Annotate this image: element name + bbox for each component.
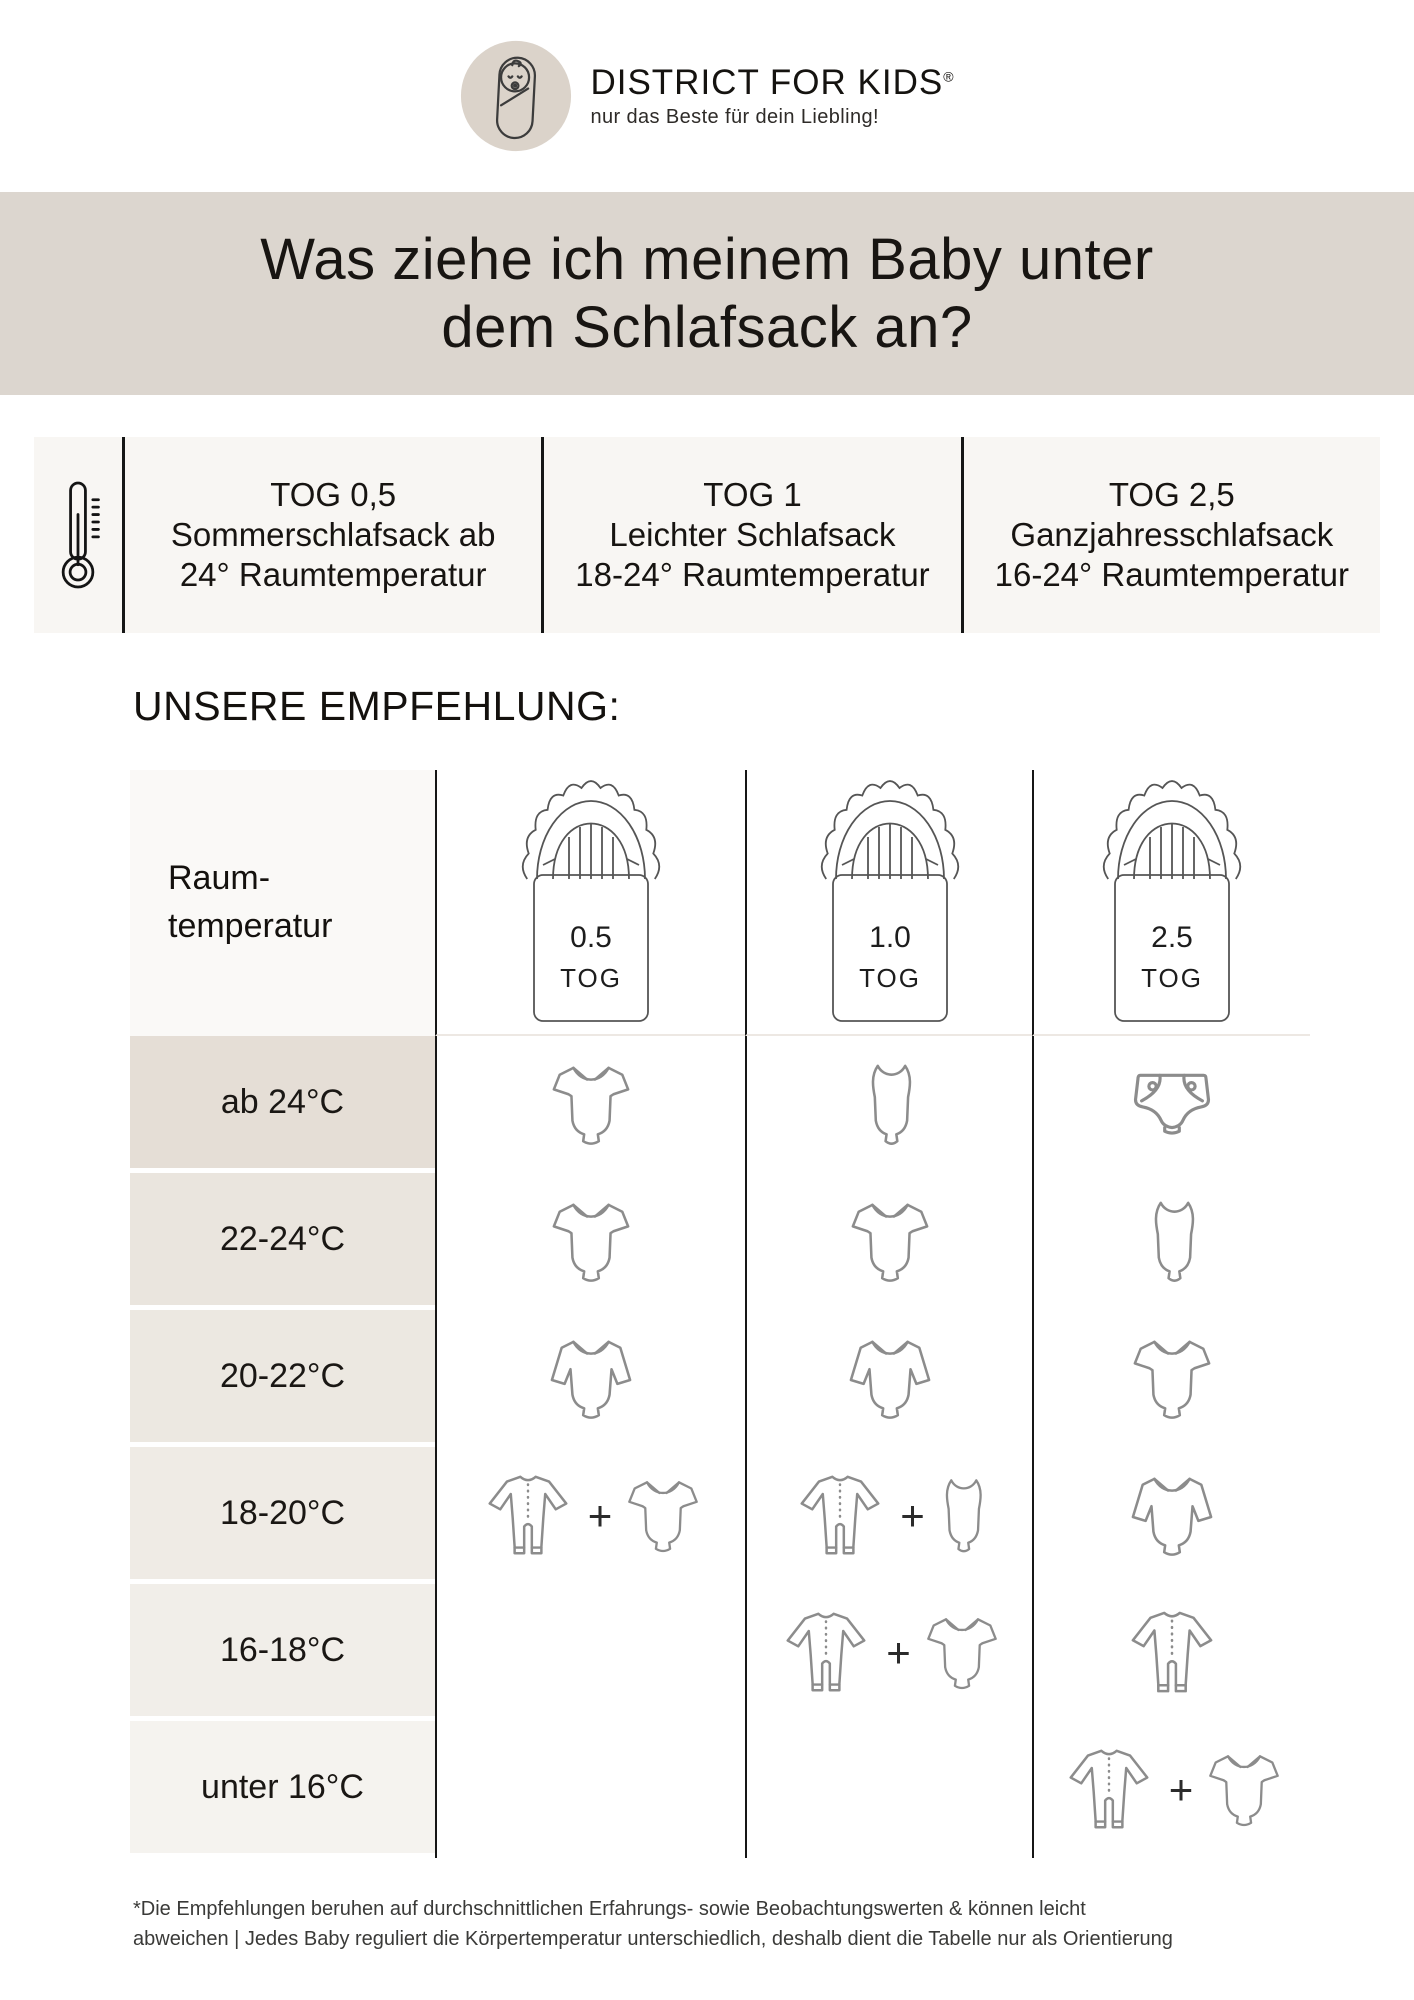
bodysuit-longsleeve-icon xyxy=(847,1334,933,1424)
sleeping-bag-icon xyxy=(517,775,665,1023)
row-label xyxy=(130,1584,435,1716)
row-label xyxy=(130,1310,435,1442)
table-header-row xyxy=(130,770,1310,1036)
tog-temperature-range: 16-24° Raumtemperatur xyxy=(994,556,1349,594)
sleeping-bag-header-2-5 xyxy=(1032,770,1310,1036)
thermometer-cell xyxy=(34,437,122,633)
table-cell xyxy=(1032,1036,1310,1173)
logo xyxy=(0,0,1414,152)
table-cell xyxy=(745,1310,1032,1447)
row-label-text: 20-22°C xyxy=(219,1356,346,1395)
sleepsuit-icon xyxy=(792,1472,888,1560)
table-cell xyxy=(1032,1584,1310,1721)
tog-value: TOG 0,5 xyxy=(270,475,397,513)
table-row xyxy=(130,1036,1310,1173)
logo-text xyxy=(590,63,953,129)
page-title-line2: dem Schlafsack an? xyxy=(441,294,973,360)
recommendation-heading: UNSERE EMPFEHLUNG: xyxy=(133,683,621,729)
footnote-line2: abweichen | Jedes Baby reguliert die Körpertemperatur unterschiedlich, deshalb dient die Tabelle nur als Orientierung xyxy=(133,1928,1173,1950)
row-label xyxy=(130,1173,435,1305)
plus-icon: + xyxy=(886,1628,911,1676)
bodysuit-sleeveless-icon xyxy=(862,1060,917,1150)
table-cell xyxy=(1032,1310,1310,1447)
diaper-icon xyxy=(1127,1069,1217,1140)
bodysuit-shortsleeve-icon xyxy=(1129,1334,1215,1424)
table-cell xyxy=(435,1584,745,1721)
table-row xyxy=(130,1721,1310,1858)
table-row xyxy=(130,1310,1310,1447)
bag-tog-unit: TOG xyxy=(1141,963,1203,993)
bodysuit-longsleeve-icon xyxy=(548,1334,634,1424)
tog-info-strip xyxy=(34,437,1380,633)
bodysuit-longsleeve-icon xyxy=(1129,1471,1215,1561)
bag-tog-value: 0.5 xyxy=(570,921,612,954)
table-cell xyxy=(435,1173,745,1310)
bodysuit-sleeveless-icon xyxy=(937,1475,987,1557)
table-cell xyxy=(745,1447,1032,1584)
page-title-line1: Was ziehe ich meinem Baby unter xyxy=(260,227,1154,293)
sleepsuit-icon xyxy=(1061,1746,1157,1834)
plus-icon: + xyxy=(1168,1765,1194,1813)
tog-temperature-range: 18-24° Raumtemperatur xyxy=(575,556,930,594)
table-cell xyxy=(1032,1721,1310,1858)
table-row xyxy=(130,1173,1310,1310)
room-temperature-header xyxy=(130,770,435,1036)
table-cell xyxy=(745,1173,1032,1310)
row-label-text: 22-24°C xyxy=(219,1219,346,1258)
swaddled-baby-logo-icon xyxy=(460,40,572,152)
table-cell xyxy=(435,1036,745,1173)
table-cell xyxy=(745,1584,1032,1721)
tog-value: TOG 2,5 xyxy=(1108,475,1235,513)
bag-tog-unit: TOG xyxy=(560,963,622,993)
table-row xyxy=(130,1584,1310,1721)
table-row xyxy=(130,1447,1310,1584)
bag-tog-value: 1.0 xyxy=(868,921,911,954)
tog-description: Leichter Schlafsack xyxy=(609,515,896,553)
table-cell xyxy=(435,1721,745,1858)
brand-tagline: nur das Beste für dein Liebling! xyxy=(590,106,879,128)
row-label xyxy=(130,1036,435,1168)
row-label xyxy=(130,1447,435,1579)
bag-tog-value: 2.5 xyxy=(1151,921,1193,954)
table-cell xyxy=(1032,1447,1310,1584)
room-temperature-label-line2: temperatur xyxy=(168,907,333,945)
recommendation-table xyxy=(130,770,1310,1858)
sleepsuit-icon xyxy=(778,1609,874,1697)
footnote xyxy=(133,1894,1414,1954)
plus-icon: + xyxy=(587,1491,613,1539)
table-cell xyxy=(745,1721,1032,1858)
bodysuit-shortsleeve-icon xyxy=(548,1197,634,1287)
bodysuit-shortsleeve-icon xyxy=(548,1060,634,1150)
footnote-line1: *Die Empfehlungen beruhen auf durchschnittlichen Erfahrungs- sowie Beobachtungswerten & können leicht xyxy=(133,1898,1086,1920)
sleeping-bag-header-1-0 xyxy=(745,770,1032,1036)
row-label-text: 18-20°C xyxy=(219,1493,346,1532)
sleeping-bag-header-0-5 xyxy=(435,770,745,1036)
bodysuit-shortsleeve-icon xyxy=(1205,1749,1283,1831)
tog-temperature-range: 24° Raumtemperatur xyxy=(179,556,487,594)
plus-icon: + xyxy=(900,1491,925,1539)
row-label xyxy=(130,1721,435,1853)
row-label-text: unter 16°C xyxy=(201,1767,364,1806)
table-cell xyxy=(435,1447,745,1584)
table-body xyxy=(130,1036,1310,1858)
sleepsuit-icon xyxy=(480,1472,576,1560)
title-banner xyxy=(0,192,1414,395)
room-temperature-label-line1: Raum- xyxy=(168,859,271,898)
bodysuit-sleeveless-icon xyxy=(1145,1197,1200,1287)
row-label-text: 16-18°C xyxy=(219,1630,346,1669)
row-label-text: ab 24°C xyxy=(220,1082,345,1121)
tog-column-0-5 xyxy=(122,437,541,633)
tog-column-2-5 xyxy=(961,437,1380,633)
bodysuit-shortsleeve-icon xyxy=(923,1612,1001,1694)
sleeping-bag-icon xyxy=(816,775,964,1023)
sleepsuit-icon xyxy=(1123,1608,1221,1698)
thermometer-icon xyxy=(52,479,104,591)
tog-column-1 xyxy=(541,437,960,633)
brand-name xyxy=(590,63,953,103)
registered-mark: ® xyxy=(943,68,954,85)
bodysuit-shortsleeve-icon xyxy=(847,1197,933,1287)
sleeping-bag-icon xyxy=(1098,775,1246,1023)
bodysuit-shortsleeve-icon xyxy=(624,1475,702,1557)
table-cell xyxy=(745,1036,1032,1173)
table-cell xyxy=(435,1310,745,1447)
table-cell xyxy=(1032,1173,1310,1310)
tog-description: Sommerschlafsack ab xyxy=(170,515,496,553)
brand-text: DISTRICT FOR KIDS xyxy=(590,63,944,102)
tog-description: Ganzjahresschlafsack xyxy=(1010,515,1334,553)
bag-tog-unit: TOG xyxy=(858,963,921,993)
tog-value: TOG 1 xyxy=(703,475,802,513)
